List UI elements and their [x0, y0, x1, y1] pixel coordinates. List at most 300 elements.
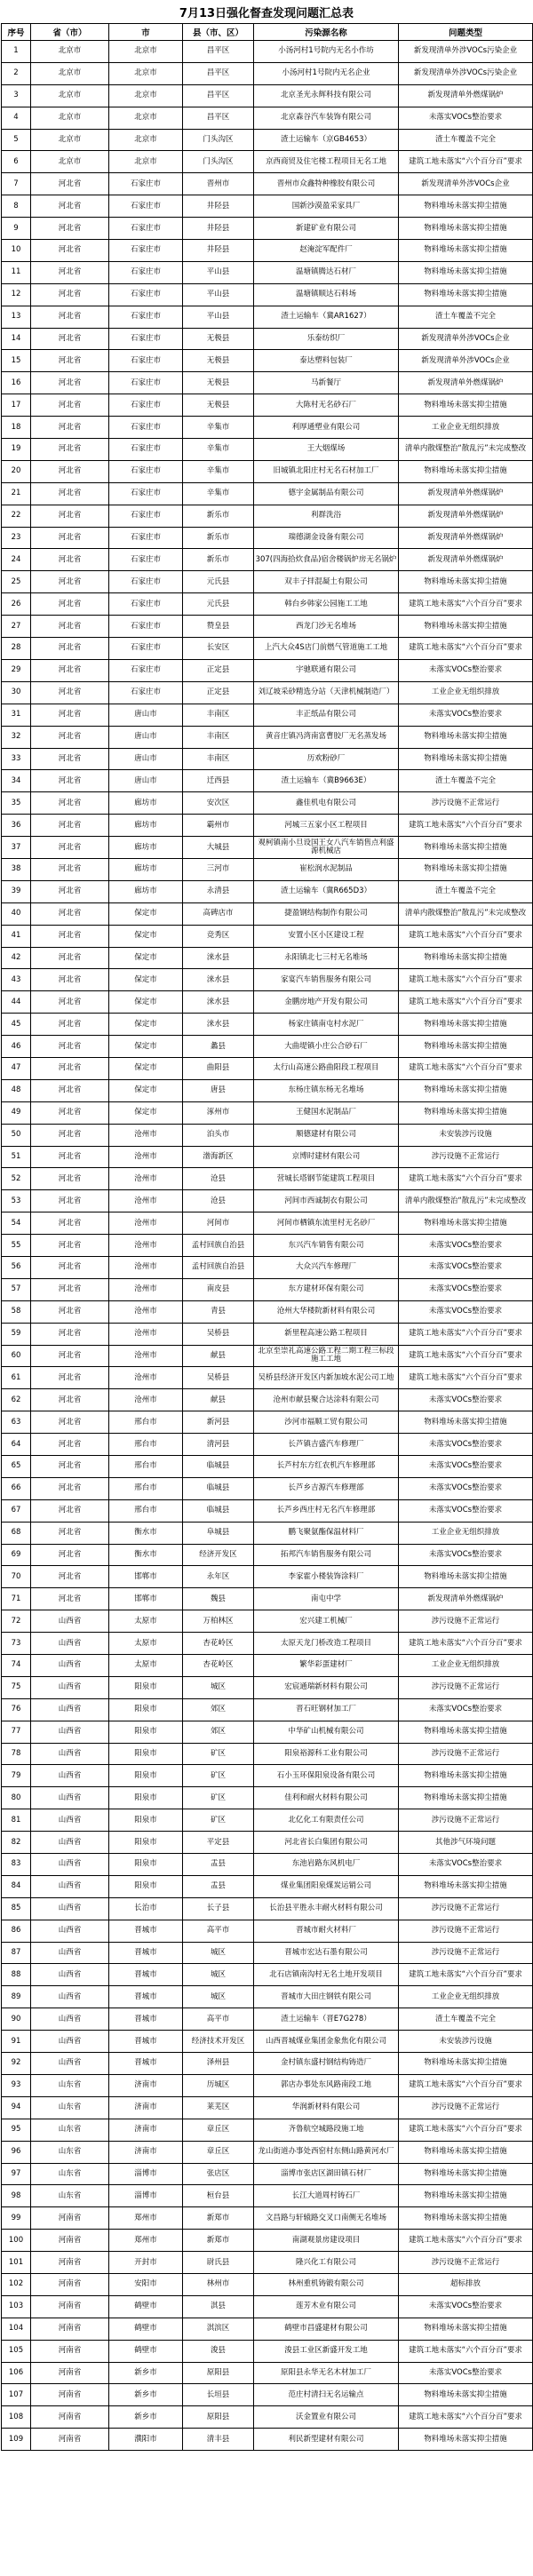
city-cell: 新乡市	[109, 2384, 183, 2406]
city-cell: 太原市	[109, 1633, 183, 1655]
table-row	[2, 41, 533, 63]
source-name-cell: 温塘镇腾达石材厂	[254, 261, 399, 283]
index-cell: 76	[2, 1698, 31, 1721]
city-cell: 沧州市	[109, 1367, 183, 1389]
province-cell: 北京市	[31, 41, 109, 63]
table-row	[2, 2230, 533, 2252]
source-name-cell: 捷盈钢结构制作有限公司	[254, 902, 399, 925]
county-cell: 原阳县	[183, 2406, 254, 2429]
issue-type-cell: 物料堆场未落实抑尘措施	[399, 571, 533, 593]
county-cell: 经济开发区	[183, 1544, 254, 1566]
table-row	[2, 527, 533, 549]
province-cell: 山西省	[31, 1875, 109, 1897]
province-cell: 山西省	[31, 1986, 109, 2008]
table-row	[2, 2295, 533, 2318]
source-name-cell: 太原天龙门桥改造工程项目	[254, 1633, 399, 1655]
issue-type-cell: 新发现清单外涉VOCs污染企业	[399, 62, 533, 84]
city-cell: 唐山市	[109, 726, 183, 748]
province-cell: 山西省	[31, 1610, 109, 1633]
county-cell: 杏花岭区	[183, 1655, 254, 1677]
city-cell: 郑州市	[109, 2230, 183, 2252]
province-cell: 山西省	[31, 1942, 109, 1964]
table-row	[2, 1942, 533, 1964]
table-row	[2, 1389, 533, 1411]
county-cell: 淇县	[183, 2295, 254, 2318]
issue-type-cell: 物料堆场未落实抑尘措施	[399, 460, 533, 482]
city-cell: 阳泉市	[109, 1676, 183, 1698]
county-cell: 泊头市	[183, 1124, 254, 1146]
province-cell: 河北省	[31, 439, 109, 461]
issue-type-cell: 物料堆场未落实抑尘措施	[399, 748, 533, 770]
county-cell: 昌平区	[183, 41, 254, 63]
table-row	[2, 1544, 533, 1566]
index-cell: 10	[2, 240, 31, 262]
source-name-cell: 长芦镇吉盛汽车修理厂	[254, 1434, 399, 1456]
source-name-cell: 金鹏房地产开发有限公司	[254, 991, 399, 1014]
index-cell: 38	[2, 858, 31, 880]
index-cell: 23	[2, 527, 31, 549]
source-name-cell: 崔松润水泥制品	[254, 858, 399, 880]
province-cell: 河北省	[31, 1278, 109, 1300]
table-row	[2, 1256, 533, 1278]
county-cell: 吴桥县	[183, 1323, 254, 1345]
county-cell: 城区	[183, 1676, 254, 1698]
county-cell: 张店区	[183, 2163, 254, 2185]
county-cell: 新乐市	[183, 549, 254, 571]
city-cell: 石家庄市	[109, 616, 183, 638]
issue-type-cell: 渣土车覆盖不完全	[399, 880, 533, 902]
city-cell: 保定市	[109, 1079, 183, 1101]
province-cell: 山东省	[31, 2074, 109, 2096]
index-cell: 93	[2, 2074, 31, 2096]
province-cell: 北京市	[31, 129, 109, 151]
city-cell: 阳泉市	[109, 1698, 183, 1721]
issue-type-cell: 新发现清单外燃煤锅炉	[399, 372, 533, 394]
issue-type-cell: 物料堆场未落实抑尘措施	[399, 2384, 533, 2406]
source-name-cell: 王大烟煤场	[254, 439, 399, 461]
city-cell: 济南市	[109, 2074, 183, 2096]
city-cell: 沧州市	[109, 1278, 183, 1300]
province-cell: 河北省	[31, 858, 109, 880]
city-cell: 保定市	[109, 1101, 183, 1124]
source-name-cell: 晋城市耐火材料厂	[254, 1920, 399, 1942]
source-name-cell: 石小玉环保阳泉设备有限公司	[254, 1765, 399, 1787]
source-name-cell: 沧州市献县聚合达涂料有限公司	[254, 1389, 399, 1411]
source-name-cell: 华润新材料有限公司	[254, 2096, 399, 2119]
county-cell: 丰南区	[183, 748, 254, 770]
index-cell: 71	[2, 1588, 31, 1610]
table-row	[2, 2252, 533, 2274]
county-cell: 平山县	[183, 261, 254, 283]
index-cell: 42	[2, 947, 31, 969]
issue-type-cell: 未落实VOCs整治要求	[399, 1278, 533, 1300]
table-row	[2, 1411, 533, 1434]
table-row	[2, 394, 533, 417]
index-cell: 11	[2, 261, 31, 283]
issue-type-cell: 工业企业无组织排放	[399, 1986, 533, 2008]
table-row	[2, 1278, 533, 1300]
issue-type-cell: 未落实VOCs整治要求	[399, 1389, 533, 1411]
issue-type-cell: 物料堆场未落实抑尘措施	[399, 2318, 533, 2340]
city-cell: 北京市	[109, 84, 183, 107]
source-name-cell: 瑞德湖金设备有限公司	[254, 527, 399, 549]
source-name-cell: 渣土运输车（冀B9663E）	[254, 770, 399, 792]
source-name-cell: 渣土运输车（京GB4653）	[254, 129, 399, 151]
index-cell: 25	[2, 571, 31, 593]
city-cell: 石家庄市	[109, 261, 183, 283]
city-cell: 阳泉市	[109, 1743, 183, 1765]
table-row	[2, 2384, 533, 2406]
county-cell: 平定县	[183, 1832, 254, 1854]
table-row	[2, 2119, 533, 2141]
table-row	[2, 880, 533, 902]
issue-type-cell: 物料堆场未落实抑尘措施	[399, 1566, 533, 1588]
city-cell: 邯郸市	[109, 1566, 183, 1588]
province-cell: 河北省	[31, 991, 109, 1014]
city-cell: 石家庄市	[109, 417, 183, 439]
table-row	[2, 240, 533, 262]
index-cell: 47	[2, 1057, 31, 1079]
province-cell: 河南省	[31, 2252, 109, 2274]
issue-type-cell: 建筑工地未落实“六个百分百”要求	[399, 1168, 533, 1190]
county-cell: 新郑市	[183, 2230, 254, 2252]
county-cell: 盂县	[183, 1875, 254, 1897]
header-cell-index: 序号	[2, 24, 31, 41]
table-row	[2, 328, 533, 350]
issue-type-cell: 新发现清单外燃煤锅炉	[399, 1588, 533, 1610]
city-cell: 保定市	[109, 969, 183, 991]
source-name-cell: 渣土运输车（冀AR1627）	[254, 306, 399, 328]
index-cell: 36	[2, 815, 31, 837]
province-cell: 山西省	[31, 1854, 109, 1876]
issue-type-cell: 渣土车覆盖不完全	[399, 306, 533, 328]
province-cell: 河北省	[31, 1345, 109, 1367]
province-cell: 河南省	[31, 2230, 109, 2252]
table-row	[2, 1809, 533, 1832]
index-cell: 74	[2, 1655, 31, 1677]
city-cell: 淄博市	[109, 2185, 183, 2207]
index-cell: 54	[2, 1212, 31, 1235]
city-cell: 安阳市	[109, 2273, 183, 2295]
province-cell: 山西省	[31, 2008, 109, 2031]
table-row	[2, 2362, 533, 2384]
county-cell: 沧县	[183, 1168, 254, 1190]
county-cell: 莱芜区	[183, 2096, 254, 2119]
city-cell: 廊坊市	[109, 792, 183, 815]
county-cell: 新乐市	[183, 505, 254, 527]
header-cell-province: 省（市）	[31, 24, 109, 41]
table-row	[2, 1897, 533, 1920]
city-cell: 石家庄市	[109, 439, 183, 461]
city-cell: 邢台市	[109, 1411, 183, 1434]
city-cell: 石家庄市	[109, 638, 183, 660]
city-cell: 石家庄市	[109, 571, 183, 593]
province-cell: 河北省	[31, 659, 109, 681]
province-cell: 河北省	[31, 527, 109, 549]
county-cell: 献县	[183, 1345, 254, 1367]
city-cell: 鹤壁市	[109, 2295, 183, 2318]
county-cell: 矿区	[183, 1809, 254, 1832]
table-row	[2, 1633, 533, 1655]
table-row	[2, 792, 533, 815]
province-cell: 河北省	[31, 482, 109, 505]
index-cell: 56	[2, 1256, 31, 1278]
source-name-cell: 繁华彩蛋建材厂	[254, 1655, 399, 1677]
source-name-cell: 307(四海拾炊食品)宿舍楼锅炉房无名锅炉	[254, 549, 399, 571]
index-cell: 84	[2, 1875, 31, 1897]
index-cell: 44	[2, 991, 31, 1014]
issue-type-cell: 工业企业无组织排放	[399, 1522, 533, 1544]
index-cell: 104	[2, 2318, 31, 2340]
index-cell: 43	[2, 969, 31, 991]
source-name-cell: 刘辽坡采砂精选分站（天津机械制造厂）	[254, 681, 399, 704]
source-name-cell: 原阳县永华无名木材加工厂	[254, 2362, 399, 2384]
index-cell: 20	[2, 460, 31, 482]
county-cell: 涞水县	[183, 969, 254, 991]
index-cell: 70	[2, 1566, 31, 1588]
county-cell: 辛集市	[183, 460, 254, 482]
province-cell: 河北省	[31, 1235, 109, 1257]
province-cell: 河北省	[31, 372, 109, 394]
index-cell: 58	[2, 1300, 31, 1323]
city-cell: 石家庄市	[109, 173, 183, 195]
index-cell: 108	[2, 2406, 31, 2429]
county-cell: 高平市	[183, 2008, 254, 2031]
province-cell: 河北省	[31, 1168, 109, 1190]
source-name-cell: 山西晋城煤业集团金象焦化有限公司	[254, 2031, 399, 2053]
county-cell: 无极县	[183, 350, 254, 372]
issue-type-cell: 新发现清单外燃煤锅炉	[399, 84, 533, 107]
county-cell: 矿区	[183, 1787, 254, 1809]
table-row	[2, 1101, 533, 1124]
issue-type-cell: 建筑工地未落实“六个百分百”要求	[399, 1345, 533, 1367]
issue-type-cell: 清单内散煤整治“散乱污”未完成整改	[399, 439, 533, 461]
index-cell: 12	[2, 283, 31, 306]
issue-type-cell: 涉污设施不正常运行	[399, 1610, 533, 1633]
header-cell-county: 县（市、区）	[183, 24, 254, 41]
city-cell: 沧州市	[109, 1345, 183, 1367]
index-cell: 77	[2, 1721, 31, 1743]
index-cell: 32	[2, 726, 31, 748]
province-cell: 河北省	[31, 394, 109, 417]
source-name-cell: 晋城市宏达石墨有限公司	[254, 1942, 399, 1964]
province-cell: 山东省	[31, 2185, 109, 2207]
province-cell: 河北省	[31, 1522, 109, 1544]
issue-type-cell: 建筑工地未落实“六个百分百”要求	[399, 2074, 533, 2096]
province-cell: 山西省	[31, 1698, 109, 1721]
city-cell: 保定市	[109, 925, 183, 947]
city-cell: 沧州市	[109, 1256, 183, 1278]
index-cell: 55	[2, 1235, 31, 1257]
issue-type-cell: 工业企业无组织排放	[399, 1655, 533, 1677]
index-cell: 65	[2, 1456, 31, 1478]
city-cell: 阳泉市	[109, 1854, 183, 1876]
issue-type-cell: 物料堆场未落实抑尘措施	[399, 2163, 533, 2185]
source-name-cell: 范庄村清扫无名运输点	[254, 2384, 399, 2406]
province-cell: 河北省	[31, 1300, 109, 1323]
source-name-cell: 国新沙漠盈采家具厂	[254, 195, 399, 218]
index-cell: 102	[2, 2273, 31, 2295]
table-row	[2, 1655, 533, 1677]
issue-type-cell: 建筑工地未落实“六个百分百”要求	[399, 593, 533, 616]
county-cell: 高平市	[183, 1920, 254, 1942]
county-cell: 郊区	[183, 1698, 254, 1721]
table-row	[2, 1235, 533, 1257]
index-cell: 75	[2, 1676, 31, 1698]
issue-type-cell: 未安装涉污设施	[399, 1124, 533, 1146]
source-name-cell: 家宴汽车销售服务有限公司	[254, 969, 399, 991]
city-cell: 邢台市	[109, 1477, 183, 1499]
table-row	[2, 2429, 533, 2451]
issue-type-cell: 未落实VOCs整治要求	[399, 1434, 533, 1456]
table-row	[2, 1323, 533, 1345]
source-name-cell: 吴桥县经济开发区内新加坡水泥公司工地	[254, 1367, 399, 1389]
source-name-cell: 沃金置业有限公司	[254, 2406, 399, 2429]
table-row	[2, 571, 533, 593]
source-name-cell: 东兴汽车销售有限公司	[254, 1235, 399, 1257]
city-cell: 晋城市	[109, 1920, 183, 1942]
county-cell: 城区	[183, 1986, 254, 2008]
index-cell: 78	[2, 1743, 31, 1765]
city-cell: 石家庄市	[109, 218, 183, 240]
province-cell: 河北省	[31, 283, 109, 306]
city-cell: 鹤壁市	[109, 2318, 183, 2340]
table-row	[2, 947, 533, 969]
city-cell: 廊坊市	[109, 837, 183, 859]
province-cell: 河北省	[31, 1588, 109, 1610]
table-row	[2, 1566, 533, 1588]
index-cell: 95	[2, 2119, 31, 2141]
province-cell: 河南省	[31, 2384, 109, 2406]
table-row	[2, 815, 533, 837]
index-cell: 49	[2, 1101, 31, 1124]
source-name-cell: 韩台乡韩家公园施工工地	[254, 593, 399, 616]
index-cell: 40	[2, 902, 31, 925]
city-cell: 沧州市	[109, 1389, 183, 1411]
issue-type-cell: 物料堆场未落实抑尘措施	[399, 261, 533, 283]
table-row	[2, 1057, 533, 1079]
county-cell: 元氏县	[183, 593, 254, 616]
county-cell: 城区	[183, 1942, 254, 1964]
table-row	[2, 2096, 533, 2119]
index-cell: 50	[2, 1124, 31, 1146]
source-name-cell: 南屯中学	[254, 1588, 399, 1610]
issue-type-cell: 涉污设施不正常运行	[399, 1743, 533, 1765]
county-cell: 永清县	[183, 880, 254, 902]
province-cell: 河北省	[31, 1014, 109, 1036]
province-cell: 河北省	[31, 1323, 109, 1345]
table-row	[2, 2318, 533, 2340]
county-cell: 泽州县	[183, 2053, 254, 2075]
province-cell: 河北省	[31, 218, 109, 240]
source-name-cell: 淄博市张店区湖田镇石材厂	[254, 2163, 399, 2185]
index-cell: 62	[2, 1389, 31, 1411]
source-name-cell: 旧城镇北阳庄村无名石材加工厂	[254, 460, 399, 482]
issue-type-cell: 建筑工地未落实“六个百分百”要求	[399, 815, 533, 837]
province-cell: 河北省	[31, 925, 109, 947]
city-cell: 阳泉市	[109, 1765, 183, 1787]
table-row	[2, 1854, 533, 1876]
index-cell: 109	[2, 2429, 31, 2451]
city-cell: 沧州市	[109, 1235, 183, 1257]
city-cell: 太原市	[109, 1655, 183, 1677]
source-name-cell: 丰正纸品有限公司	[254, 704, 399, 726]
county-cell: 浚县	[183, 2340, 254, 2362]
index-cell: 96	[2, 2141, 31, 2163]
county-cell: 尉氏县	[183, 2252, 254, 2274]
county-cell: 杏花岭区	[183, 1633, 254, 1655]
issue-type-cell: 物料堆场未落实抑尘措施	[399, 2185, 533, 2207]
index-cell: 7	[2, 173, 31, 195]
issue-type-cell: 建筑工地未落实“六个百分百”要求	[399, 2406, 533, 2429]
province-cell: 山西省	[31, 2053, 109, 2075]
county-cell: 门头沟区	[183, 129, 254, 151]
issue-type-cell: 物料堆场未落实抑尘措施	[399, 726, 533, 748]
issue-type-cell: 物料堆场未落实抑尘措施	[399, 616, 533, 638]
city-cell: 沧州市	[109, 1124, 183, 1146]
source-name-cell: 长芦乡吉源汽车修理部	[254, 1477, 399, 1499]
index-cell: 64	[2, 1434, 31, 1456]
county-cell: 郊区	[183, 1721, 254, 1743]
city-cell: 石家庄市	[109, 681, 183, 704]
table-row	[2, 2053, 533, 2075]
source-name-cell: 鑫佳机电有限公司	[254, 792, 399, 815]
table-row	[2, 858, 533, 880]
issue-type-cell: 物料堆场未落实抑尘措施	[399, 1721, 533, 1743]
county-cell: 安次区	[183, 792, 254, 815]
city-cell: 北京市	[109, 151, 183, 173]
city-cell: 晋城市	[109, 2008, 183, 2031]
index-cell: 30	[2, 681, 31, 704]
index-cell: 5	[2, 129, 31, 151]
table-row	[2, 306, 533, 328]
issue-type-cell: 建筑工地未落实“六个百分百”要求	[399, 925, 533, 947]
header-row	[2, 24, 533, 41]
issue-type-cell: 物料堆场未落实抑尘措施	[399, 858, 533, 880]
county-cell: 大城县	[183, 837, 254, 859]
city-cell: 阳泉市	[109, 1721, 183, 1743]
province-cell: 河北省	[31, 571, 109, 593]
index-cell: 29	[2, 659, 31, 681]
issue-type-cell: 未落实VOCs整治要求	[399, 1456, 533, 1478]
city-cell: 阳泉市	[109, 1809, 183, 1832]
province-cell: 河南省	[31, 2429, 109, 2451]
index-cell: 72	[2, 1610, 31, 1633]
table-row	[2, 62, 533, 84]
county-cell: 盂县	[183, 1854, 254, 1876]
city-cell: 石家庄市	[109, 372, 183, 394]
source-name-cell: 新建矿业有限公司	[254, 218, 399, 240]
source-name-cell: 李家霍小楼装饰涂料厂	[254, 1566, 399, 1588]
county-cell: 涿州市	[183, 1101, 254, 1124]
issue-type-cell: 物料堆场未落实抑尘措施	[399, 394, 533, 417]
issue-type-cell: 物料堆场未落实抑尘措施	[399, 1014, 533, 1036]
issue-type-cell: 物料堆场未落实抑尘措施	[399, 2429, 533, 2451]
county-cell: 涞水县	[183, 947, 254, 969]
city-cell: 邯郸市	[109, 1588, 183, 1610]
index-cell: 31	[2, 704, 31, 726]
city-cell: 石家庄市	[109, 549, 183, 571]
source-name-cell: 德宇金属制品有限公司	[254, 482, 399, 505]
source-name-cell: 新里程高速公路工程项目	[254, 1323, 399, 1345]
issue-type-cell: 涉污设施不正常运行	[399, 1809, 533, 1832]
province-cell: 河北省	[31, 815, 109, 837]
table-row	[2, 1787, 533, 1809]
county-cell: 辛集市	[183, 417, 254, 439]
issue-type-cell: 新发现清单外涉VOCs污染企业	[399, 41, 533, 63]
source-name-cell: 大众兴汽车修理厂	[254, 1256, 399, 1278]
source-name-cell: 北京圣光永辉科技有限公司	[254, 84, 399, 107]
